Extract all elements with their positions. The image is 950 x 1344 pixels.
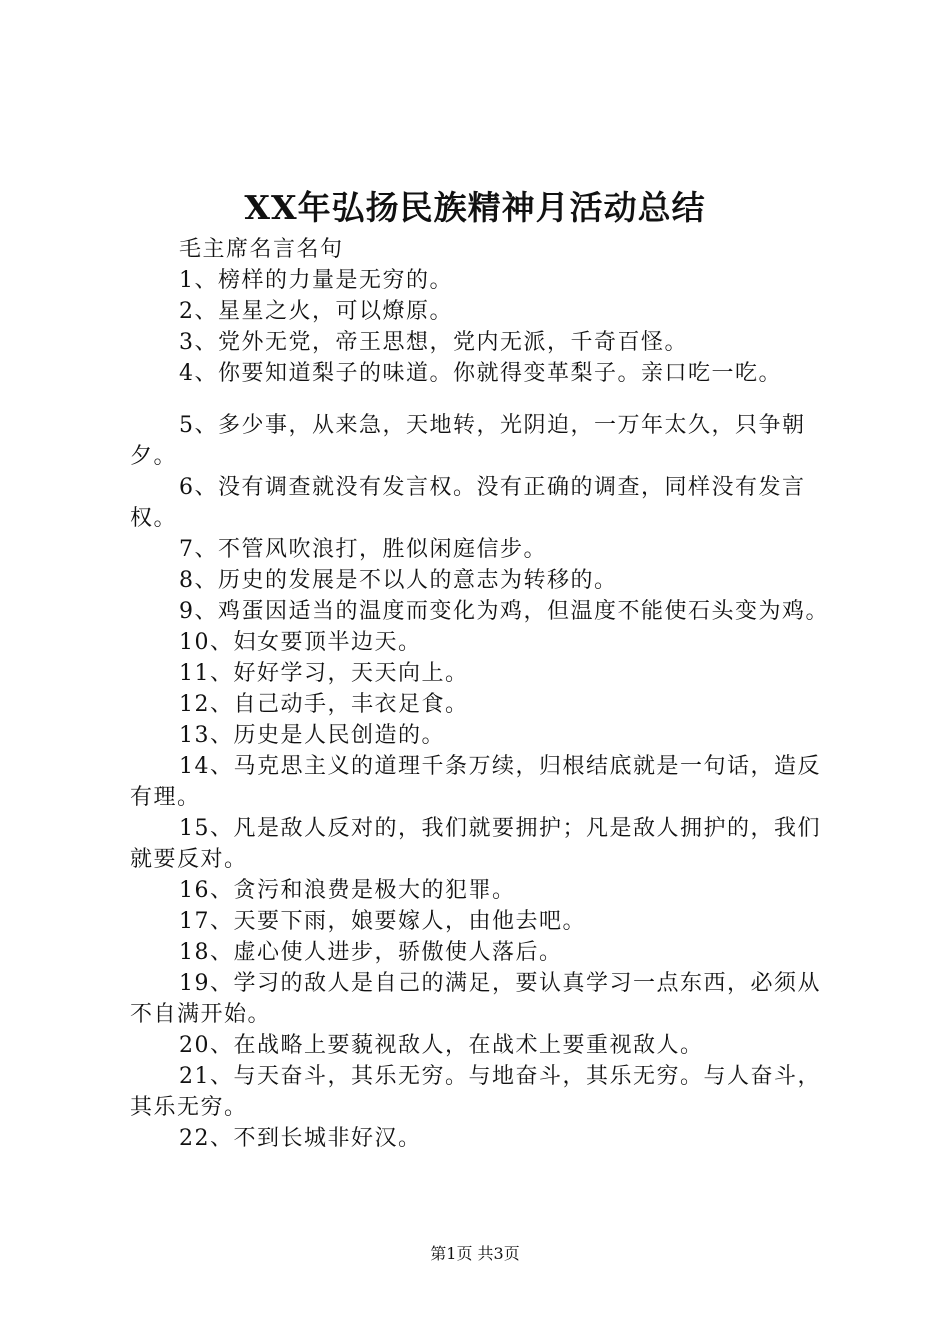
quote-item: 21、与天奋斗，其乐无穷。与地奋斗，其乐无穷。与人奋斗，其乐无穷。 — [130, 1064, 821, 1120]
document-body — [130, 234, 830, 1154]
quote-item: 9、鸡蛋因适当的温度而变化为鸡，但温度不能使石头变为鸡。 — [179, 599, 829, 624]
quote-item: 19、学习的敌人是自己的满足，要认真学习一点东西，必须从不自满开始。 — [130, 971, 821, 1027]
quote-item: 17、天要下雨，娘要嫁人，由他去吧。 — [179, 909, 586, 934]
quote-item: 2、星星之火，可以燎原。 — [179, 299, 453, 324]
quote-item: 20、在战略上要藐视敌人，在战术上要重视敌人。 — [179, 1033, 704, 1058]
quote-item: 14、马克思主义的道理千条万续，归根结底就是一句话，造反有理。 — [130, 754, 821, 810]
page-footer: 第1页 共3页 — [430, 1244, 520, 1263]
section-subtitle: 毛主席名言名句 — [179, 237, 344, 262]
quote-item: 11、好好学习，天天向上。 — [179, 661, 469, 686]
quote-item: 1、榜样的力量是无穷的。 — [179, 268, 453, 293]
quote-item: 18、虚心使人进步，骄傲使人落后。 — [179, 940, 563, 965]
quote-item: 4、你要知道梨子的味道。你就得变革梨子。亲口吃一吃。 — [179, 361, 782, 386]
quote-item: 22、不到长城非好汉。 — [179, 1126, 422, 1151]
quote-item: 8、历史的发展是不以人的意志为转移的。 — [179, 568, 618, 593]
page-title: XX年弘扬民族精神月活动总结 — [244, 188, 706, 227]
quote-item: 12、自己动手，丰衣足食。 — [179, 692, 469, 717]
quote-item: 15、凡是敌人反对的，我们就要拥护；凡是敌人拥护的，我们就要反对。 — [130, 816, 821, 872]
quote-item: 6、没有调查就没有发言权。没有正确的调查，同样没有发言权。 — [130, 475, 806, 531]
quote-item: 13、历史是人民创造的。 — [179, 723, 445, 748]
quote-item: 7、不管风吹浪打，胜似闲庭信步。 — [179, 537, 547, 562]
quote-item: 16、贪污和浪费是极大的犯罪。 — [179, 878, 516, 903]
quote-item: 5、多少事，从来急，天地转，光阴迫，一万年太久，只争朝夕。 — [130, 413, 806, 469]
quote-item: 3、党外无党，帝王思想，党内无派，千奇百怪。 — [179, 330, 688, 355]
quote-item: 10、妇女要顶半边天。 — [179, 630, 422, 655]
